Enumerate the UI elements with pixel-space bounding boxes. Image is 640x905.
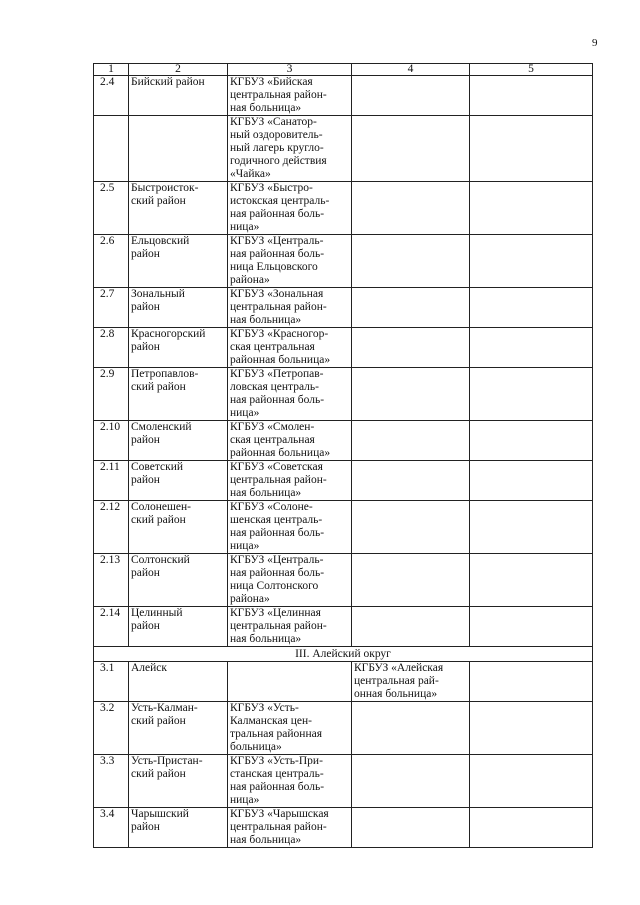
column-5-cell [470,328,593,368]
row-number-cell: 3.2 [94,702,129,755]
column-4-cell [352,421,470,461]
column-3-cell: КГБУЗ «Централь- ная районная боль- ница Ельцовского района» [228,235,352,288]
row-number-cell: 2.11 [94,461,129,501]
row-number-cell: 2.10 [94,421,129,461]
district-cell: Красногорский район [129,328,228,368]
column-3-cell: КГБУЗ «Чарышская центральная район- ная больница» [228,808,352,848]
column-3-cell: КГБУЗ «Быстро- истокская централь- ная районная боль- ница» [228,182,352,235]
row-number-cell: 2.13 [94,554,129,607]
table-row [94,182,593,235]
district-cell: Ельцовский район [129,235,228,288]
column-5-cell [470,702,593,755]
column-4-cell [352,607,470,647]
column-5-cell [470,288,593,328]
column-3-cell: КГБУЗ «Централь- ная районная боль- ница Солтонского района» [228,554,352,607]
column-4-cell: КГБУЗ «Алейская центральная рай- онная больница» [352,662,470,702]
district-cell: Солтонский район [129,554,228,607]
district-cell: Смоленский район [129,421,228,461]
district-cell: Целинный район [129,607,228,647]
column-3-cell: КГБУЗ «Усть- Калманская цен- тральная районная больница» [228,702,352,755]
table-row [94,235,593,288]
row-number-cell: 3.4 [94,808,129,848]
row-number-cell [94,116,129,182]
table-row [94,755,593,808]
column-5-cell [470,368,593,421]
column-3-cell: КГБУЗ «Зональная центральная район- ная больница» [228,288,352,328]
hospital-table [93,63,593,848]
column-3-cell: КГБУЗ «Усть-При- станская централь- ная районная боль- ница» [228,755,352,808]
row-number-cell: 2.8 [94,328,129,368]
column-3-cell: КГБУЗ «Смолен- ская центральная районная больница» [228,421,352,461]
column-4-cell [352,702,470,755]
column-3-cell: КГБУЗ «Петропав- ловская централь- ная районная боль- ница» [228,368,352,421]
column-5-cell [470,182,593,235]
column-4-cell [352,554,470,607]
table-row [94,461,593,501]
row-number-cell: 3.1 [94,662,129,702]
column-3-cell: КГБУЗ «Красногор- ская центральная районная больница» [228,328,352,368]
column-3-cell: КГБУЗ «Солоне- шенская централь- ная районная боль- ница» [228,501,352,554]
district-cell: Быстроисток- ский район [129,182,228,235]
column-header: 2 [129,64,228,76]
column-5-cell [470,421,593,461]
column-4-cell [352,182,470,235]
column-5-cell [470,554,593,607]
district-cell: Солонешен- ский район [129,501,228,554]
column-5-cell [470,607,593,647]
row-number-cell: 2.9 [94,368,129,421]
column-4-cell [352,501,470,554]
row-number-cell: 2.14 [94,607,129,647]
table-row [94,328,593,368]
column-5-cell [470,235,593,288]
table-row [94,607,593,647]
column-4-cell [352,76,470,116]
column-4-cell [352,461,470,501]
column-4-cell [352,808,470,848]
column-4-cell [352,235,470,288]
table-row [94,808,593,848]
table-row [94,421,593,461]
column-5-cell [470,662,593,702]
column-header: 5 [470,64,593,76]
column-3-cell: КГБУЗ «Советская центральная район- ная больница» [228,461,352,501]
district-cell: Бийский район [129,76,228,116]
column-4-cell [352,328,470,368]
section-title: III. Алейский округ [94,647,593,662]
district-cell [129,116,228,182]
row-number-cell: 2.4 [94,76,129,116]
table-row [94,76,593,116]
column-4-cell [352,368,470,421]
column-4-cell [352,288,470,328]
column-header: 3 [228,64,352,76]
table-row [94,554,593,607]
column-5-cell [470,501,593,554]
column-5-cell [470,116,593,182]
district-cell: Советский район [129,461,228,501]
table-row [94,662,593,702]
column-header: 4 [352,64,470,76]
table-body [94,76,593,848]
column-4-cell [352,116,470,182]
column-5-cell [470,461,593,501]
column-5-cell [470,76,593,116]
table-row [94,116,593,182]
row-number-cell: 2.12 [94,501,129,554]
table-row [94,288,593,328]
column-5-cell [470,808,593,848]
column-3-cell: КГБУЗ «Санатор- ный оздоровитель- ный лагерь кругло- годичного действия «Чайка» [228,116,352,182]
table-row [94,702,593,755]
district-cell: Алейск [129,662,228,702]
column-3-cell: КГБУЗ «Бийская центральная район- ная больница» [228,76,352,116]
row-number-cell: 2.5 [94,182,129,235]
district-cell: Петропавлов- ский район [129,368,228,421]
column-4-cell [352,755,470,808]
column-5-cell [470,755,593,808]
row-number-cell: 2.6 [94,235,129,288]
row-number-cell: 2.7 [94,288,129,328]
table-row [94,368,593,421]
row-number-cell: 3.3 [94,755,129,808]
district-cell: Чарышский район [129,808,228,848]
column-header: 1 [94,64,129,76]
column-3-cell: КГБУЗ «Целинная центральная район- ная больница» [228,607,352,647]
district-cell: Зональный район [129,288,228,328]
section-row [94,647,593,662]
page-number: 9 [592,37,598,49]
column-3-cell [228,662,352,702]
table-header-row [94,64,593,76]
district-cell: Усть-Пристан- ский район [129,755,228,808]
district-cell: Усть-Калман- ский район [129,702,228,755]
table-row [94,501,593,554]
